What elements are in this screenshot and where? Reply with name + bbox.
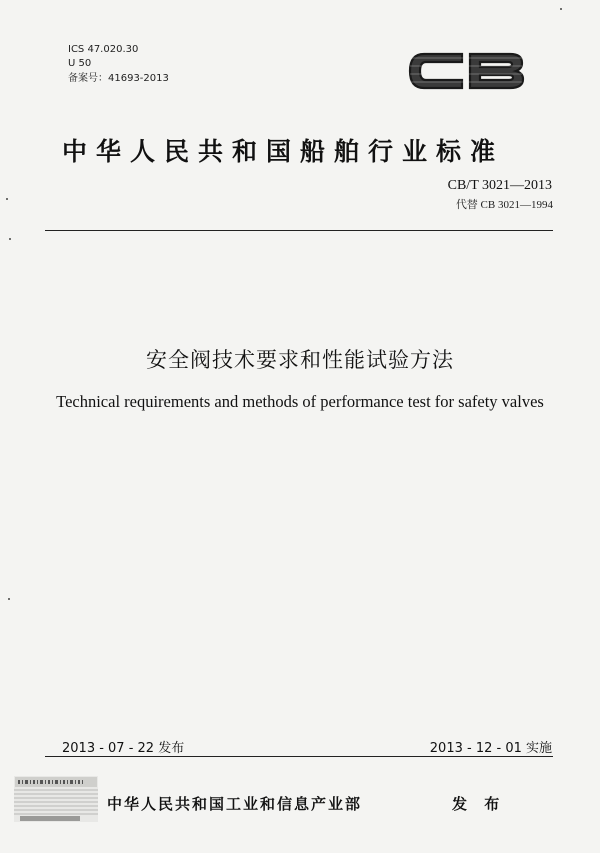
organization-title: 中华人民共和国船舶行业标准 [62,137,505,166]
publisher-name: 中华人民共和国工业和信息产业部 [107,795,363,813]
classification-code: U 50 [68,58,92,69]
scan-speck [8,598,10,600]
cb-logo [404,46,528,96]
footer-divider [45,756,553,757]
issue-date: 2013 - 07 - 22 发布 [62,741,185,756]
scan-speck [6,198,8,200]
document-title-en: Technical requirements and methods of performance test for safety valves [56,392,544,411]
scan-speck [560,8,562,10]
replaces-standard: 代替 CB 3021—1994 [455,199,553,211]
anti-counterfeit-stamp [14,776,98,822]
scan-speck [9,238,11,240]
filing-number: 备案号：41693-2013 [68,73,169,84]
header-divider [45,230,553,231]
ics-code: ICS 47.020.30 [68,44,139,55]
effective-date: 2013 - 12 - 01 实施 [429,741,552,756]
document-title-zh: 安全阀技术要求和性能试验方法 [146,348,454,372]
standard-number: CB/T 3021—2013 [447,178,552,193]
publish-label: 发 布 [452,795,506,813]
